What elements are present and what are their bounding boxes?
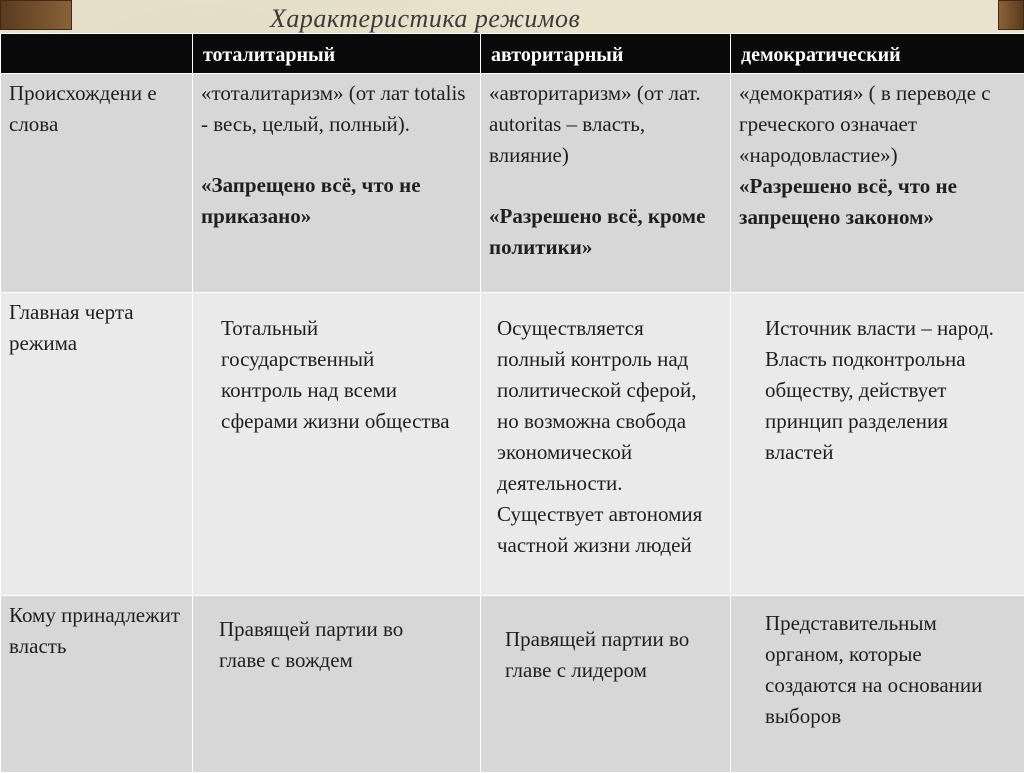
- header-corner-cell: [1, 34, 193, 74]
- header-row: [1, 34, 1024, 74]
- slide-title: Характеристика режимов: [270, 4, 770, 34]
- table-row: [1, 74, 1024, 293]
- cell-motto: «Разрешено всё, что не запрещено законом»: [739, 171, 1016, 233]
- table-row: [1, 596, 1024, 773]
- cell-origin-authoritarian: [481, 74, 731, 293]
- cell-text: Тотальный государственный контроль над всеми сферами жизни общества: [221, 313, 451, 437]
- header-totalitarian: тоталитарный: [193, 34, 481, 74]
- cell-motto: «Разрешено всё, кроме политики»: [489, 201, 722, 263]
- decorative-corner-right: [998, 0, 1024, 30]
- cell-text: Правящей партии во главе с лидером: [505, 624, 720, 686]
- header-authoritarian: авторитарный: [481, 34, 731, 74]
- cell-text: «авторитаризм» (от лат. autoritas – власть, влияние): [489, 78, 722, 171]
- decorative-corner-left: [0, 0, 72, 30]
- table-row: [1, 293, 1024, 596]
- cell-origin-totalitarian: [193, 74, 481, 293]
- cell-power-totalitarian: [193, 596, 481, 773]
- cell-power-authoritarian: [481, 596, 731, 773]
- cell-feature-totalitarian: [193, 293, 481, 596]
- cell-motto: «Запрещено всё, что не приказано»: [201, 170, 472, 232]
- cell-origin-democratic: [731, 74, 1024, 293]
- cell-text: Осуществляется полный контроль над политической сферой, но возможна свобода экономической деятельности. Существует автономия частной жизни людей: [497, 313, 717, 587]
- cell-power-democratic: [731, 596, 1024, 773]
- header-democratic: демократический: [731, 34, 1024, 74]
- regimes-table: [0, 33, 1024, 773]
- row-label-power-holder: Кому принадлежит власть: [1, 596, 193, 773]
- row-label-origin: Происхождени е слова: [1, 74, 193, 293]
- cell-text: Источник власти – народ. Власть подконтрольна обществу, действует принцип разделения властей: [765, 313, 995, 468]
- cell-text: Представительным органом, которые создаются на основании выборов: [765, 608, 1005, 732]
- cell-text: Правящей партии во главе с вождем: [219, 614, 439, 676]
- cell-text: «демократия» ( в переводе с греческого означает «народовластие»): [739, 78, 1016, 171]
- row-label-main-feature: Главная черта режима: [1, 293, 193, 596]
- cell-feature-democratic: [731, 293, 1024, 596]
- cell-text: «тоталитаризм» (от лат totalis - весь, целый, полный).: [201, 78, 472, 140]
- cell-feature-authoritarian: [481, 293, 731, 596]
